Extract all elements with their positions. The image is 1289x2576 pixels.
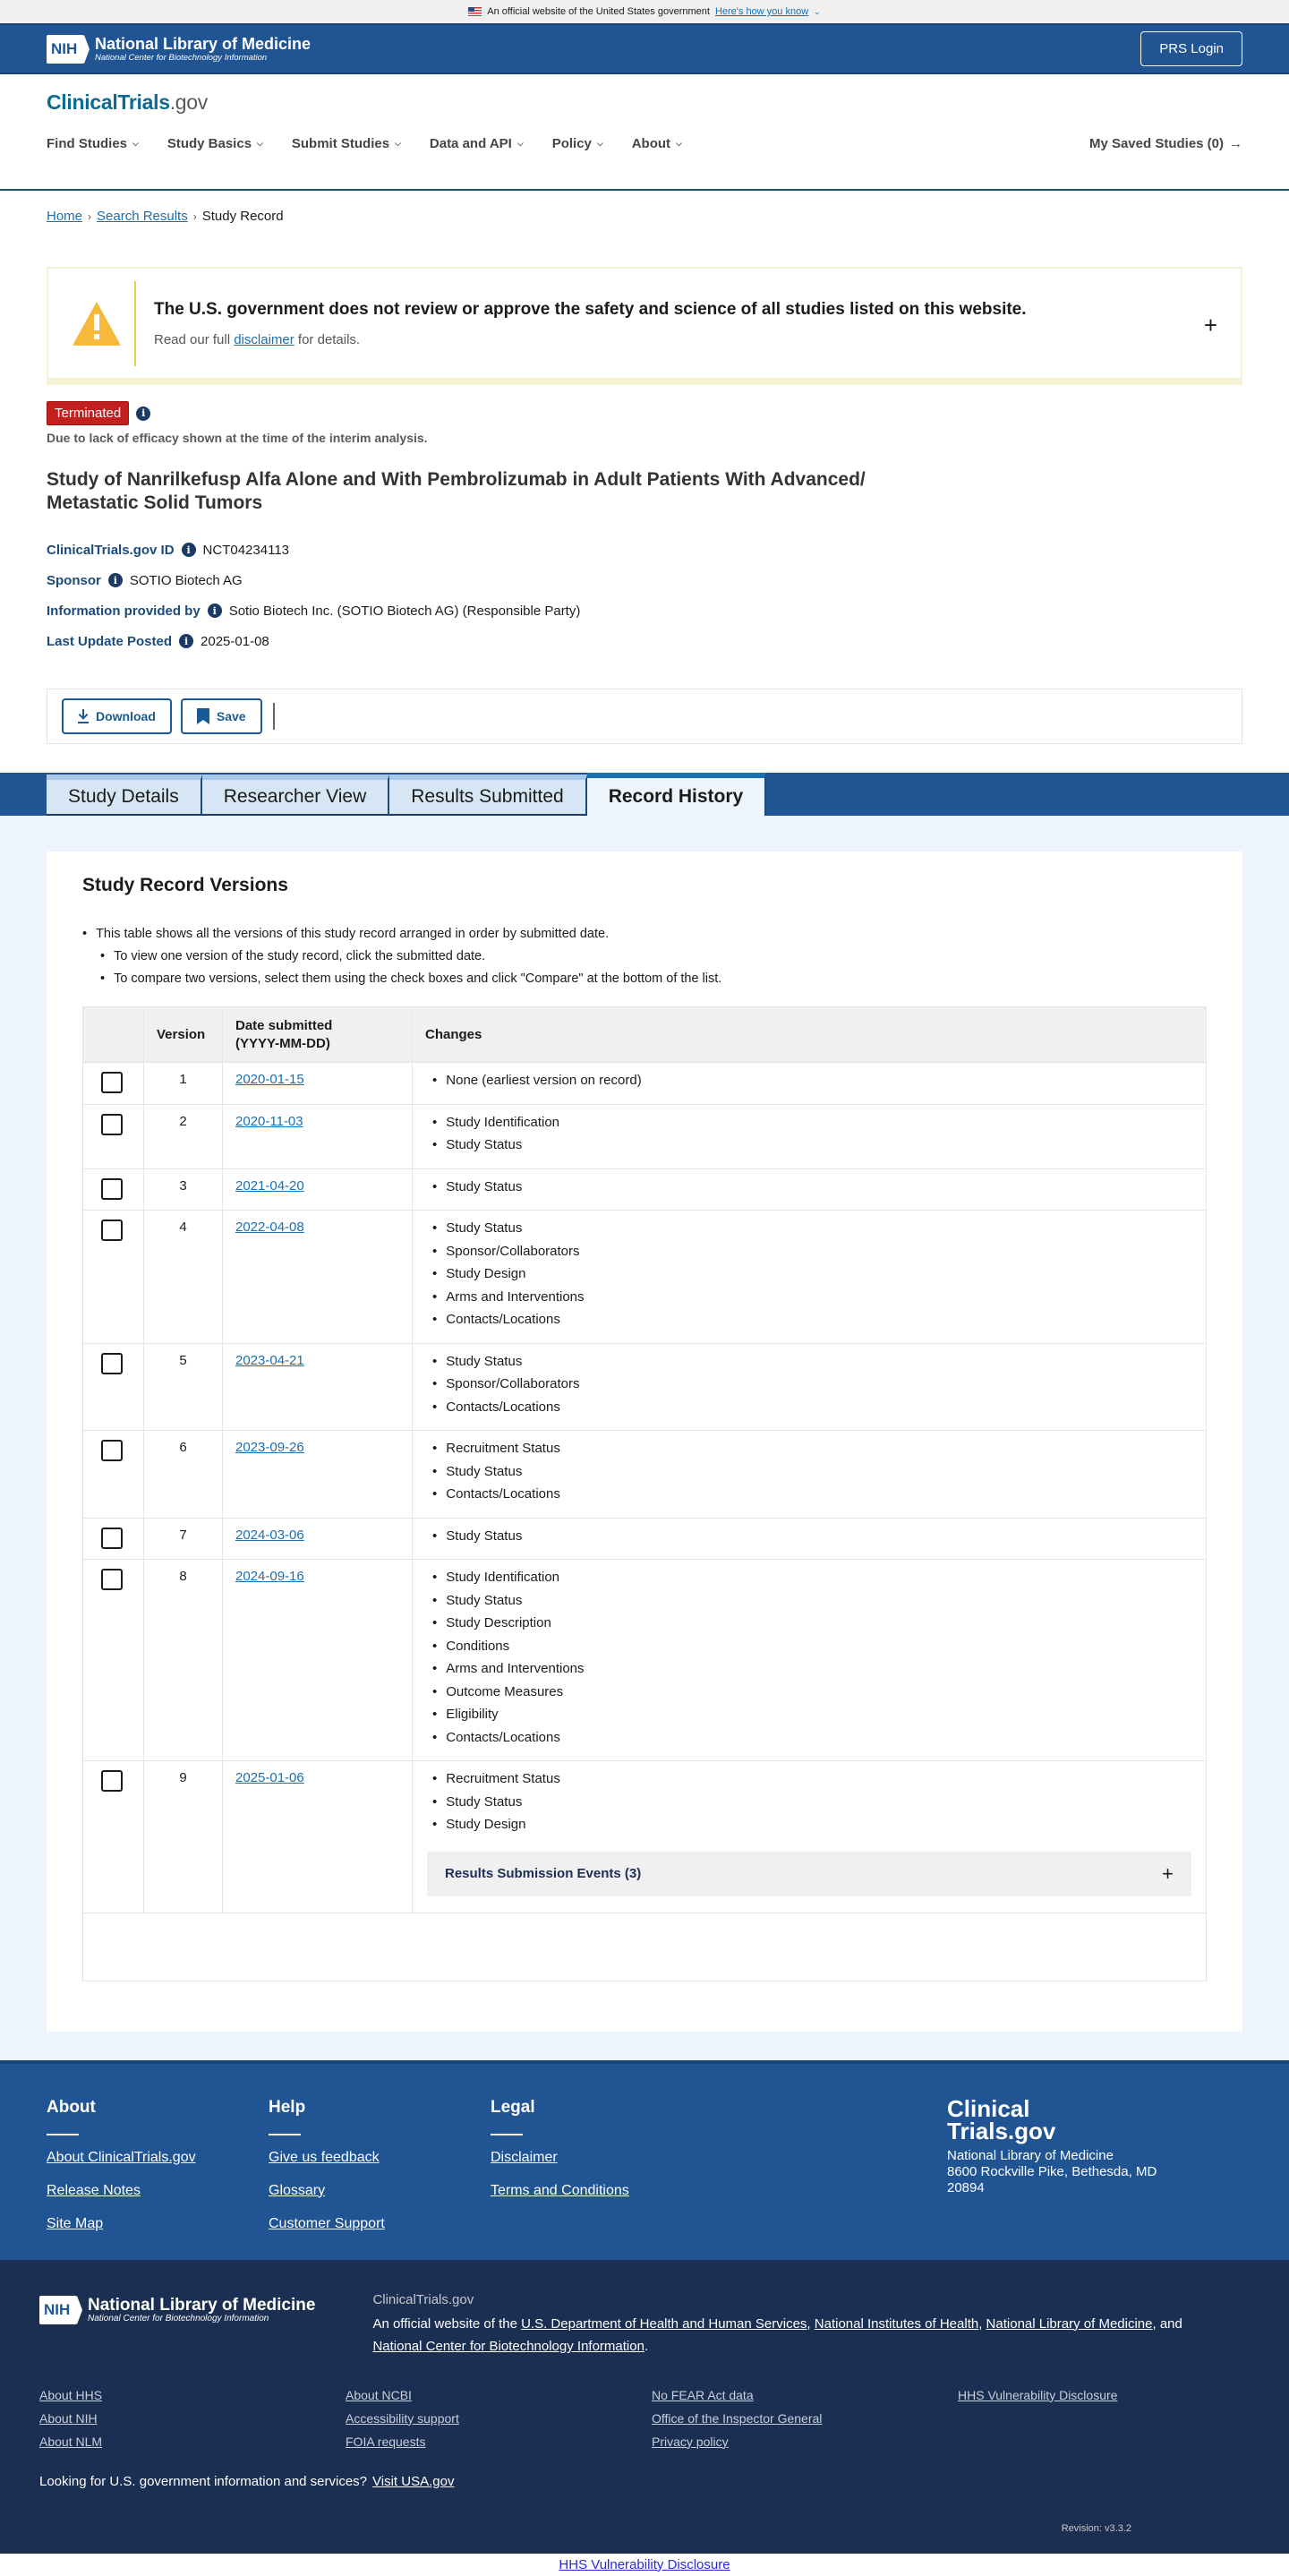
changes-cell	[413, 1168, 1207, 1211]
change-item: • Contacts/Locations	[425, 1399, 1193, 1422]
change-item: • Outcome Measures	[425, 1683, 1193, 1707]
chevron-right-icon: ›	[192, 210, 197, 223]
main-nav	[47, 136, 1242, 151]
footer	[0, 2060, 1289, 2576]
footer-col-bar	[47, 2134, 79, 2135]
nav-policy[interactable]	[552, 136, 603, 151]
tab-researcher-view[interactable]: Researcher View	[202, 775, 390, 816]
footer-brand	[947, 2094, 1207, 2233]
change-item: • Conditions	[425, 1638, 1193, 1661]
chevron-down-icon: ⌵	[395, 139, 401, 148]
nav-study-basics[interactable]	[167, 136, 263, 151]
record-history-content	[0, 816, 1289, 2060]
info-icon[interactable]: i	[136, 407, 150, 421]
change-item: • Study Status	[425, 1220, 1193, 1243]
date-cell	[223, 1063, 413, 1105]
nav-label: Submit Studies	[291, 136, 390, 151]
footer-link-feedback[interactable]: Give us feedback	[269, 2149, 380, 2165]
footer-logo-line2: Trials.gov	[947, 2117, 1056, 2144]
usa-text: Looking for U.S. government information and services?	[39, 2473, 368, 2489]
table-row	[83, 1104, 1207, 1168]
instruction-view: • To view one version of the study record, click the submitted date.	[82, 946, 1207, 968]
select-cell	[83, 1168, 144, 1211]
footer-address-line1: 8600 Rockville Pike, Bethesda, MD	[947, 2163, 1157, 2179]
revision-label: Revision: v3.3.2	[1061, 2522, 1131, 2534]
version-date-link[interactable]: 2023-09-26	[235, 1440, 304, 1455]
breadcrumb-search-results[interactable]: Search Results	[97, 209, 188, 224]
footer-col-title: Legal	[491, 2097, 535, 2117]
changes-cell	[413, 1104, 1207, 1168]
bookmark-icon	[197, 708, 209, 724]
select-cell	[83, 1211, 144, 1344]
study-toolbar	[47, 689, 1242, 744]
link-foia[interactable]: FOIA requests	[346, 2434, 426, 2449]
meta-sponsor	[47, 565, 1242, 595]
version-number: 7	[144, 1518, 223, 1560]
version-date-link[interactable]: 2024-03-06	[235, 1527, 304, 1543]
us-flag-icon	[468, 7, 482, 16]
table-row	[83, 1560, 1207, 1761]
col-date	[223, 1007, 413, 1063]
disclaimer-sub-suffix: for details.	[294, 331, 361, 347]
disclaimer-sub-prefix: Read our full	[154, 331, 235, 347]
date-cell	[223, 1168, 413, 1211]
download-button[interactable]	[62, 698, 172, 734]
chevron-down-icon: ⌵	[132, 139, 139, 148]
change-item: • Study Status	[425, 1136, 1193, 1160]
link-no-fear[interactable]: No FEAR Act data	[652, 2387, 754, 2402]
link-about-nlm[interactable]: About NLM	[39, 2434, 103, 2449]
footer-link-support[interactable]: Customer Support	[269, 2215, 385, 2231]
footer-col-help	[269, 2098, 491, 2233]
site-header	[0, 74, 1289, 191]
change-item: • Sponsor/Collaborators	[425, 1243, 1193, 1266]
meta-value: Sotio Biotech Inc. (SOTIO Biotech AG) (Responsible Party)	[228, 603, 581, 619]
disclaimer-subtext	[154, 332, 1027, 347]
footer-nih-logo[interactable]	[39, 2296, 315, 2324]
version-number: 1	[144, 1063, 223, 1105]
meta-info-provided	[47, 595, 1242, 626]
version-checkbox[interactable]	[101, 1440, 123, 1461]
versions-table	[82, 1006, 1207, 1981]
expand-plus-icon: +	[1162, 1861, 1174, 1885]
version-date-link[interactable]: 2022-04-08	[235, 1220, 304, 1235]
date-cell	[223, 1761, 413, 1913]
table-row	[83, 1518, 1207, 1560]
select-cell	[83, 1104, 144, 1168]
nav-label: About	[631, 136, 671, 151]
nav-label: Find Studies	[47, 136, 127, 151]
link-hhs[interactable]: U.S. Department of Health and Human Services	[521, 2315, 807, 2332]
col-select	[83, 1007, 144, 1063]
table-row	[83, 1211, 1207, 1344]
table-footer-row	[83, 1913, 1207, 1981]
meta-value: 2025-01-08	[201, 633, 269, 649]
change-item: • Study Status	[425, 1528, 1193, 1551]
footer-address	[947, 2148, 1207, 2196]
chevron-down-icon: ⌵	[516, 139, 524, 148]
change-item: • Study Status	[425, 1463, 1193, 1486]
meta-label: Information provided by	[47, 603, 201, 619]
footer-logo-line1: Clinical	[947, 2094, 1030, 2122]
download-icon	[78, 709, 89, 723]
footer-col-about	[47, 2098, 269, 2233]
change-item: • Study Identification	[425, 1114, 1193, 1137]
footer-bottom	[0, 2260, 1289, 2554]
logo-main: ClinicalTrials	[47, 90, 170, 114]
footer-link-terms[interactable]: Terms and Conditions	[491, 2182, 629, 2198]
version-checkbox[interactable]	[101, 1770, 123, 1792]
footer-address-line2: 20894	[947, 2179, 985, 2195]
nih-logo[interactable]	[47, 35, 311, 64]
instruction-main: • This table shows all the versions of this study record arranged in order by submitted date.	[82, 923, 1207, 946]
warning-icon	[72, 300, 122, 347]
versions-card	[47, 852, 1242, 2032]
breadcrumb-home[interactable]: Home	[47, 209, 83, 224]
info-icon[interactable]: i	[108, 573, 123, 587]
page-bottom-link-wrap	[0, 2554, 1289, 2576]
my-saved-studies-link[interactable]	[1089, 136, 1242, 151]
col-changes: Changes	[413, 1007, 1207, 1063]
change-item: • Sponsor/Collaborators	[425, 1375, 1193, 1399]
study-title: Study of Nanrilkefusp Alfa Alone and With Pembrolizumab in Adult Patients With Advanced/ Metastatic Solid Tumors	[47, 469, 866, 513]
nih-logo-box: NIH	[39, 2296, 77, 2324]
breadcrumb-current: Study Record	[201, 209, 284, 224]
version-checkbox[interactable]	[101, 1220, 123, 1241]
status-badge: Terminated	[47, 401, 129, 425]
footer-link-disclaimer[interactable]: Disclaimer	[491, 2149, 558, 2165]
hhs-vulnerability-link[interactable]: HHS Vulnerability Disclosure	[559, 2556, 730, 2572]
date-cell	[223, 1431, 413, 1519]
meta-value: SOTIO Biotech AG	[129, 572, 243, 588]
version-number: 2	[144, 1104, 223, 1168]
changes-cell	[413, 1431, 1207, 1519]
version-checkbox[interactable]	[101, 1072, 123, 1093]
change-item: • Arms and Interventions	[425, 1288, 1193, 1312]
logo-suffix: .gov	[169, 90, 208, 114]
change-item: • Study Identification	[425, 1569, 1193, 1592]
usa-gov-link[interactable]: Visit USA.gov	[372, 2473, 455, 2489]
nav-data-and-api[interactable]	[430, 136, 524, 151]
changes-cell	[413, 1343, 1207, 1431]
nav-submit-studies[interactable]	[292, 136, 401, 151]
nav-find-studies[interactable]	[47, 136, 139, 151]
version-checkbox[interactable]	[101, 1178, 123, 1200]
change-item: • Recruitment Status	[425, 1440, 1193, 1463]
change-item: • Contacts/Locations	[425, 1485, 1193, 1509]
usa-gov-line	[39, 2474, 1250, 2489]
download-label: Download	[96, 709, 156, 723]
version-date-link[interactable]: 2023-04-21	[235, 1352, 304, 1368]
version-checkbox[interactable]	[101, 1528, 123, 1549]
study-header	[0, 385, 1289, 656]
meta-label: Sponsor	[47, 572, 101, 588]
nav-about[interactable]	[632, 136, 682, 151]
nav-label: Study Basics	[166, 136, 252, 151]
gov-banner	[0, 0, 1289, 23]
change-item: • Contacts/Locations	[425, 1311, 1193, 1334]
date-header-line2: (YYYY-MM-DD)	[235, 1035, 330, 1051]
change-item: • Study Status	[425, 1793, 1193, 1817]
change-item: • Study Status	[425, 1592, 1193, 1615]
nav-label: Policy	[551, 136, 592, 151]
footer-link-about-ct[interactable]: About ClinicalTrials.gov	[47, 2149, 196, 2165]
date-cell	[223, 1518, 413, 1560]
version-date-link[interactable]: 2020-01-15	[235, 1072, 304, 1087]
meta-nct-id	[47, 535, 1242, 565]
change-item: • Study Design	[425, 1816, 1193, 1839]
changes-cell	[413, 1211, 1207, 1344]
status-reason: Due to lack of efficacy shown at the time of the interim analysis.	[47, 431, 428, 445]
study-tabs	[0, 773, 1289, 816]
footer-link-site-map[interactable]: Site Map	[47, 2215, 104, 2231]
info-icon[interactable]: i	[208, 603, 222, 618]
expand-plus-icon[interactable]: +	[1203, 312, 1217, 338]
meta-label: Last Update Posted	[47, 633, 173, 649]
nih-logo-box: NIH	[47, 35, 84, 64]
link-about-hhs[interactable]: About HHS	[39, 2387, 103, 2402]
nlm-title: National Library of Medicine	[88, 2295, 316, 2315]
info-icon[interactable]: i	[179, 634, 193, 648]
clinicaltrials-logo[interactable]	[47, 90, 1242, 115]
footer-col-bar	[269, 2134, 301, 2135]
footer-top	[0, 2060, 1289, 2260]
link-oig[interactable]: Office of the Inspector General	[652, 2410, 823, 2426]
footer-link-release-notes[interactable]: Release Notes	[47, 2182, 141, 2198]
link-nlm[interactable]: National Library of Medicine	[986, 2315, 1153, 2332]
footer-col-legal	[491, 2098, 713, 2233]
disclaimer-link[interactable]: disclaimer	[234, 331, 295, 347]
version-number: 9	[144, 1761, 223, 1913]
select-cell	[83, 1560, 144, 1761]
link-about-ncbi[interactable]: About NCBI	[346, 2387, 412, 2402]
save-label: Save	[216, 709, 246, 723]
link-nih[interactable]: National Institutes of Health	[814, 2315, 979, 2332]
ncbi-subtitle: National Center for Biotechnology Information	[88, 2313, 269, 2324]
select-cell	[83, 1761, 144, 1913]
select-cell	[83, 1518, 144, 1560]
nih-header	[0, 23, 1289, 74]
footer-link-grid	[39, 2388, 1250, 2449]
results-submission-events-accordion[interactable]	[427, 1852, 1191, 1896]
tab-record-history[interactable]: Record History	[587, 773, 767, 816]
version-checkbox[interactable]	[101, 1353, 123, 1374]
changes-cell	[413, 1063, 1207, 1105]
changes-cell	[413, 1761, 1207, 1913]
change-item: • None (earliest version on record)	[425, 1072, 1193, 1095]
link-privacy[interactable]: Privacy policy	[652, 2434, 729, 2449]
footer-link-glossary[interactable]: Glossary	[269, 2182, 326, 2198]
select-cell	[83, 1343, 144, 1431]
version-number: 4	[144, 1211, 223, 1344]
grid-spacer	[958, 2435, 1264, 2449]
link-accessibility[interactable]: Accessibility support	[346, 2410, 459, 2426]
table-row	[83, 1168, 1207, 1211]
change-item: • Contacts/Locations	[425, 1729, 1193, 1752]
change-item: • Eligibility	[425, 1706, 1193, 1729]
table-row	[83, 1063, 1207, 1105]
chevron-right-icon: ›	[88, 210, 92, 223]
official-prefix: An official website of the	[372, 2315, 522, 2332]
date-cell	[223, 1560, 413, 1761]
ncbi-subtitle: National Center for Biotechnology Information	[95, 52, 268, 63]
save-button[interactable]	[181, 698, 262, 734]
arrow-right-icon: →	[1229, 136, 1242, 151]
version-checkbox[interactable]	[101, 1569, 123, 1590]
changes-cell	[413, 1518, 1207, 1560]
footer-ct-logo[interactable]	[947, 2094, 1207, 2144]
breadcrumb	[0, 191, 1289, 242]
gov-banner-text: An official website of the United States government	[487, 6, 710, 17]
version-checkbox[interactable]	[101, 1114, 123, 1135]
info-icon[interactable]: i	[182, 543, 196, 557]
nav-label: Data and API	[429, 136, 512, 151]
footer-col-title: Help	[269, 2097, 306, 2117]
chevron-down-icon: ⌵	[596, 139, 603, 148]
versions-title: Study Record Versions	[82, 875, 288, 895]
change-item: • Study Design	[425, 1265, 1193, 1288]
change-item: • Study Status	[425, 1178, 1193, 1202]
toolbar-divider	[273, 703, 275, 730]
disclaimer-title: The U.S. government does not review or approve the safety and science of all studies listed on this website.	[154, 299, 1027, 319]
version-date-link[interactable]: 2025-01-06	[235, 1770, 304, 1785]
footer-ct-name: ClinicalTrials.gov	[372, 2291, 474, 2307]
date-cell	[223, 1343, 413, 1431]
link-ncbi[interactable]: National Center for Biotechnology Information	[372, 2338, 644, 2354]
version-number: 5	[144, 1343, 223, 1431]
chevron-down-icon: ⌄	[814, 6, 821, 16]
meta-label: ClinicalTrials.gov ID	[47, 542, 175, 558]
study-meta	[47, 535, 1242, 656]
link-about-nih[interactable]: About NIH	[39, 2410, 98, 2426]
version-date-link[interactable]: 2020-11-03	[235, 1113, 303, 1129]
select-cell	[83, 1063, 144, 1105]
versions-instructions	[82, 923, 1207, 990]
change-item: • Study Status	[425, 1353, 1193, 1376]
chevron-down-icon: ⌵	[676, 139, 682, 148]
table-row	[83, 1761, 1207, 1913]
version-number: 8	[144, 1560, 223, 1761]
meta-last-update	[47, 626, 1242, 656]
date-cell	[223, 1211, 413, 1344]
grid-spacer	[958, 2411, 1264, 2426]
saved-label: My Saved Studies (0)	[1088, 136, 1224, 151]
version-number: 3	[144, 1168, 223, 1211]
prs-login-button[interactable]: PRS Login	[1140, 31, 1242, 66]
change-item: • Study Description	[425, 1614, 1193, 1638]
date-header-line1: Date submitted	[235, 1017, 333, 1033]
change-item: • Recruitment Status	[425, 1770, 1193, 1793]
changes-cell	[413, 1560, 1207, 1761]
change-item: • Arms and Interventions	[425, 1660, 1193, 1683]
heres-how-you-know-link[interactable]: Here's how you know	[714, 6, 809, 17]
footer-col-title: About	[47, 2097, 96, 2117]
meta-value: NCT04234113	[202, 542, 289, 558]
instruction-compare: • To compare two versions, select them using the check boxes and click "Compare" at the bottom of the list.	[82, 968, 1207, 990]
col-version: Version	[144, 1007, 223, 1063]
table-row	[83, 1343, 1207, 1431]
version-number: 6	[144, 1431, 223, 1519]
footer-col-bar	[491, 2134, 523, 2135]
select-cell	[83, 1431, 144, 1519]
nlm-title: National Library of Medicine	[95, 34, 312, 53]
link-hhs-vuln[interactable]: HHS Vulnerability Disclosure	[958, 2387, 1118, 2402]
table-row	[83, 1431, 1207, 1519]
version-date-link[interactable]: 2021-04-20	[235, 1177, 304, 1194]
footer-org: National Library of Medicine	[947, 2147, 1114, 2163]
disclaimer-banner	[47, 267, 1242, 385]
date-cell	[223, 1104, 413, 1168]
footer-official-statement: An official website of the U.S. Department of Health and Human Services, National Institutes of Health, National Library of Medicine, and National Center for Biotechnology Information.	[372, 2315, 1182, 2354]
results-events-label: Results Submission Events (3)	[445, 1866, 642, 1881]
disclaimer-divider	[134, 281, 136, 366]
chevron-down-icon: ⌵	[257, 139, 263, 148]
tab-study-details[interactable]: Study Details	[47, 775, 202, 816]
tab-results-submitted[interactable]: Results Submitted	[389, 775, 586, 816]
version-date-link[interactable]: 2024-09-16	[235, 1569, 304, 1584]
